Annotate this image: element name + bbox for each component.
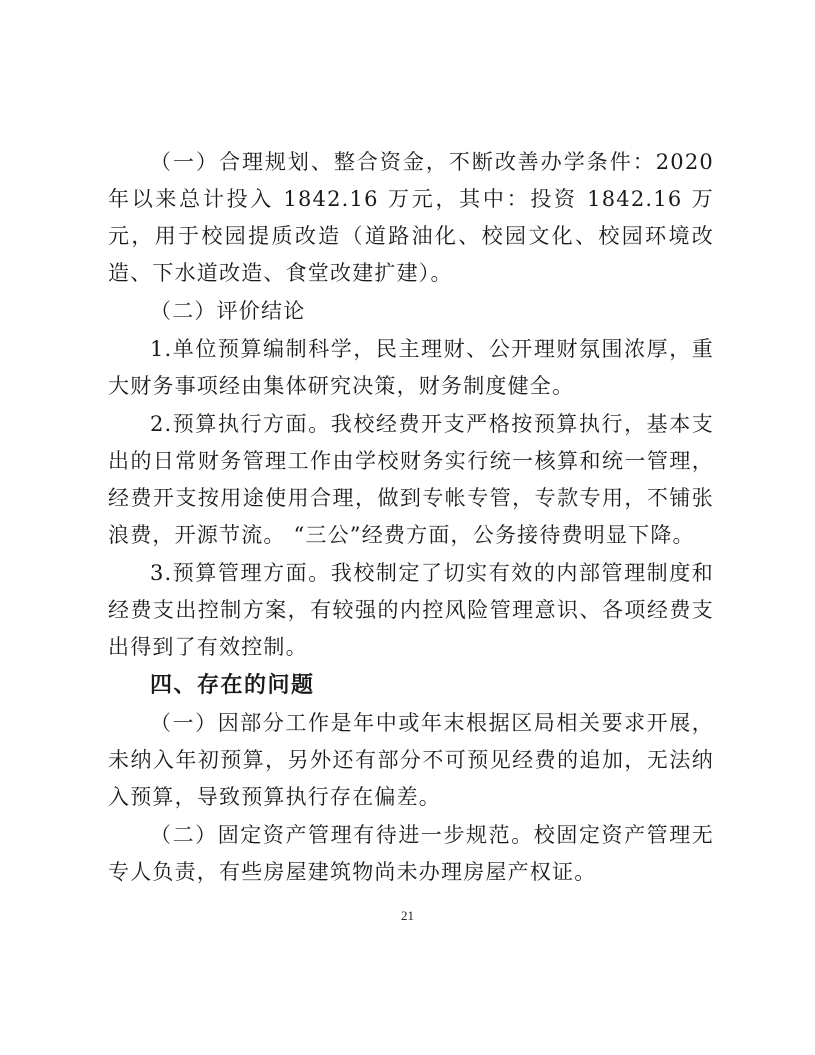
page-number: 21 [401, 908, 414, 923]
paragraph-funding-plan: （一）合理规划、整合资金，不断改善办学条件：2020 年以来总计投入 1842.16 万元，其中：投资 1842.16 万元，用于校园提质改造（道路油化、校园文化、校园环境改造、下水道改造、食堂改建扩建）。 [108, 150, 714, 285]
paragraph-evaluation-title: （二）评价结论 [150, 299, 306, 323]
paragraph-budget-execution: 2.预算执行方面。我校经费开支严格按预算执行，基本支出的日常财务管理工作由学校财务实行统一核算和统一管理，经费开支按用途使用合理，做到专帐专管，专款专用，不铺张浪费，开源节流。 “三公”经费方面，公务接待费明显下降。 [108, 412, 714, 547]
document-body [108, 144, 714, 892]
paragraph-budget-management: 3.预算管理方面。我校制定了切实有效的内部管理制度和经费支出控制方案，有较强的内控风险管理意识、各项经费支出得到了有效控制。 [108, 561, 714, 659]
paragraph-issue-two: （二）固定资产管理有待进一步规范。校固定资产管理无专人负责，有些房屋建筑物尚未办理房屋产权证。 [108, 823, 714, 884]
section-heading-issues: 四、存在的问题 [150, 673, 315, 698]
paragraph-budget-compilation: 1.单位预算编制科学，民主理财、公开理财氛围浓厚，重大财务事项经由集体研究决策，财务制度健全。 [108, 337, 714, 398]
paragraph-issue-one: （一）因部分工作是年中或年末根据区局相关要求开展，未纳入年初预算，另外还有部分不可预见经费的追加，无法纳入预算，导致预算执行存在偏差。 [108, 711, 714, 809]
